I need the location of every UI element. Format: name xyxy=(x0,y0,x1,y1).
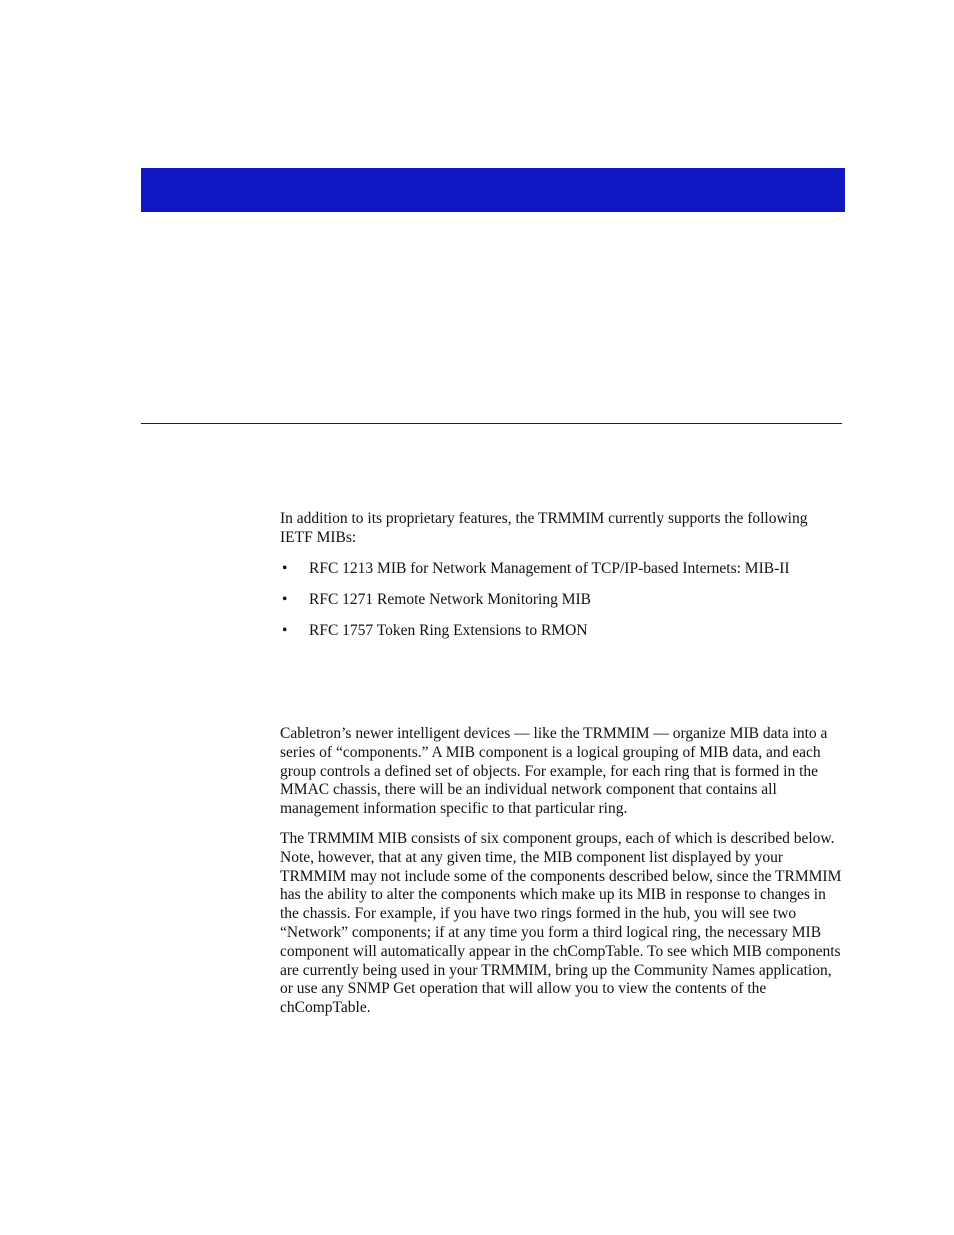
bullet-icon: • xyxy=(282,621,288,639)
body-paragraph: The TRMMIM MIB consists of six component groups, each of which is described below. Note, however, that at any given time, the MIB component list displayed by your TRMMIM may not include some of the components described below, since the TRMMIM has the ability to alter the components which make up its MIB in response to changes in the chassis. For example, if you have two rings formed in the hub, you will see two “Network” components; if at any time you form a third logical ring, the necessary MIB component will automatically appear in the chCompTable. To see which MIB components are currently being used in your TRMMIM, bring up the Community Names application, or use any SNMP Get operation that will allow you to view the contents of the chCompTable. xyxy=(280,829,842,1017)
chapter-header-bar xyxy=(141,168,845,212)
body-paragraph: Cabletron’s newer intelligent devices — like the TRMMIM — organize MIB data into a series of “components.” A MIB component is a logical grouping of MIB data, and each group controls a defined set of objects. For example, for each ring that is formed in the MMAC chassis, there will be an individual network component that contains all management information specific to that particular ring. xyxy=(280,725,828,818)
mib-list-item-text: RFC 1757 Token Ring Extensions to RMON xyxy=(309,621,588,639)
components-section xyxy=(280,725,842,1029)
mib-list-item-text: RFC 1271 Remote Network Monitoring MIB xyxy=(309,590,592,608)
intro-section xyxy=(280,510,842,548)
list-item xyxy=(280,591,842,610)
bullet-icon: • xyxy=(282,560,288,577)
section-divider xyxy=(141,423,842,424)
list-item xyxy=(280,622,842,641)
list-item xyxy=(280,560,842,579)
intro-paragraph: In addition to its proprietary features, the TRMMIM currently supports the following IETF MIBs: xyxy=(280,510,808,546)
bullet-icon: • xyxy=(282,590,288,608)
mib-list-item-text: RFC 1213 MIB for Network Management of TCP/IP-based Internets: MIB-II xyxy=(309,560,790,577)
mib-list xyxy=(280,560,842,653)
